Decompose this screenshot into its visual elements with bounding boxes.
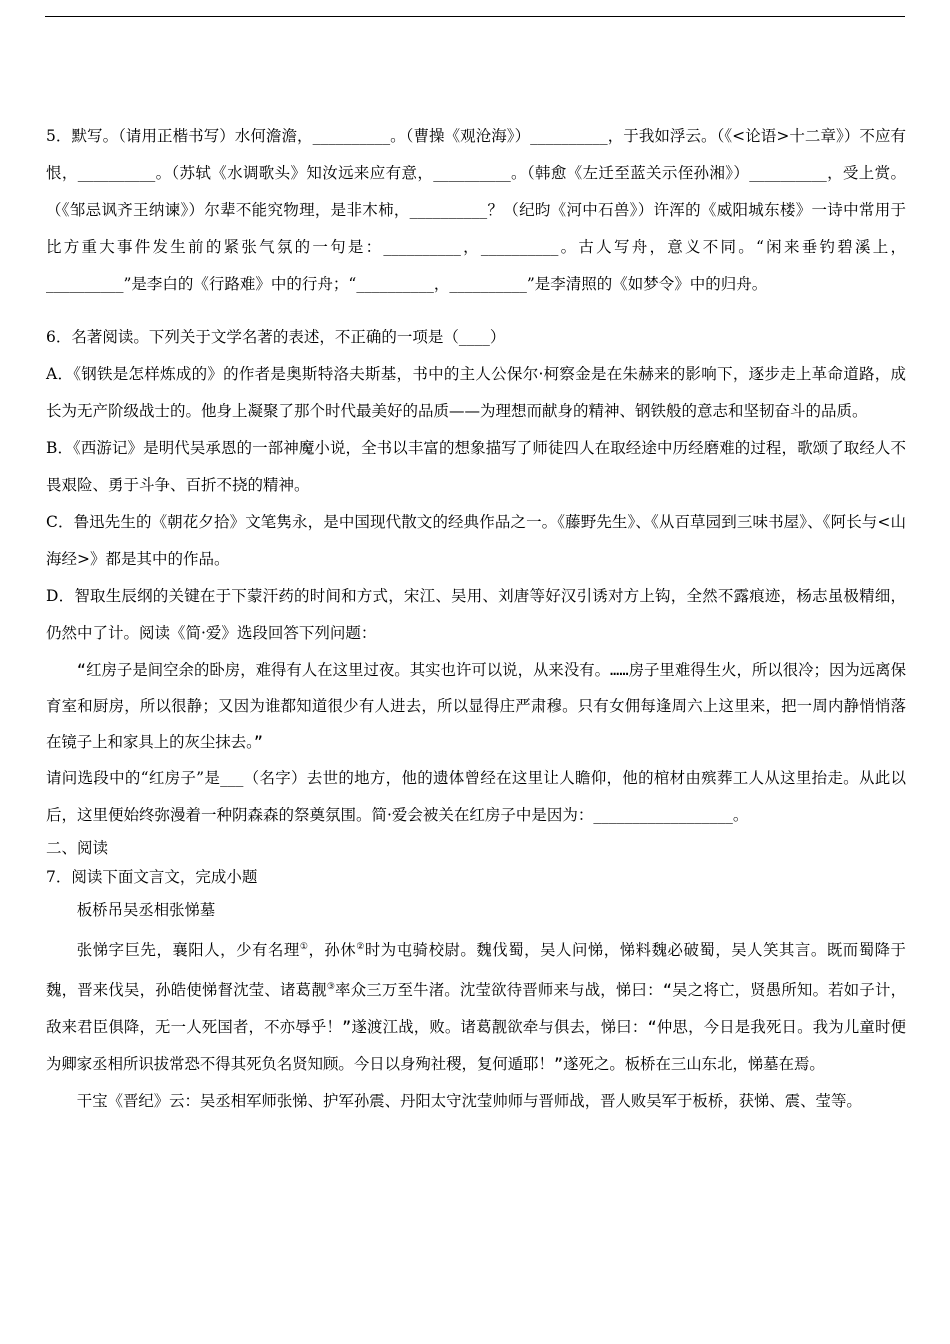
footnote-marker: ③ [326, 982, 336, 993]
question-5: 5．默写。（请用正楷书写）水何澹澹，__________。（曹操《观沧海》）__________，于我如浮云。（《<论语>十二章》）不应有恨，__________。（苏轼《水调歌头》知汝远来应有意，__________。（韩愈《左迁至蓝关示侄孙湘》）__________，受上赏。（《邹忌讽齐王纳谏》）尔辈不能究物理，是非木柿，__________？（纪昀《河中石兽》）许浑的《威阳城东楼》一诗中常用于比方重大事件发生前的紧张气氛的一句是：__________，__________。古人写舟，意义不同。“闲来垂钓碧溪上，__________”是李白的《行路难》中的行舟；“__________，__________”是李清照的《如梦令》中的归舟。 [46, 127, 906, 293]
passage-text: 张悌字巨先，襄阳人，少有名理 [76, 941, 300, 960]
passage-title: 板桥吊吴丞相张悌墓 [76, 901, 216, 919]
footnote-marker: ② [356, 942, 365, 952]
footnote-marker: ① [299, 942, 309, 952]
option-d: D．智取生辰纲的关键在于下蒙汗药的时间和方式，宋江、吴用、刘唐等好汉引诱对方上钩，全然不露痕迹，杨志虽极精细，仍然中了计。阅读《简·爱》选段回答下列问题： [46, 587, 906, 642]
jane-eyre-excerpt: “红房子是间空余的卧房，难得有人在这里过夜。其实也许可以说，从来没有。……房子里难得生火，所以很冷；因为远离保育室和厨房，所以很静；又因为谁都知道很少有人进去，所以显得庄严肃穆。只有女佣每逢周六上这里来，把一周内静悄悄落在镜子上和家具上的灰尘抹去。” [46, 661, 906, 751]
exam-page [46, 118, 906, 1120]
option-c: C．鲁迅先生的《朝花夕拾》文笔隽永，是中国现代散文的经典作品之一。《藤野先生》、《从百草园到三味书屋》、《阿长与<山海经>》都是其中的作品。 [46, 513, 906, 568]
section-heading: 二、阅读 [46, 839, 109, 857]
question-7-stem: 7．阅读下面文言文，完成小题 [46, 868, 258, 886]
header-rule [45, 16, 905, 17]
passage-paragraph-2: 干宝《晋纪》云：吴丞相军师张悌、护军孙震、丹阳太守沈莹帅师与晋师战，晋人败吴军于板桥，获悌、震、莹等。 [76, 1092, 862, 1111]
question-6-stem: 6．名著阅读。下列关于文学名著的表述，不正确的一项是（____） [46, 328, 506, 346]
option-b: B．《西游记》是明代吴承恩的一部神魔小说，全书以丰富的想象描写了师徒四人在取经途中历经磨难的过程，歌颂了取经人不畏艰险、勇于斗争、百折不挠的精神。 [46, 439, 906, 494]
passage-text: ，孙休 [308, 941, 357, 960]
passage-paragraph-1 [46, 929, 906, 1083]
passage-text: 率众三万至牛渚。沈莹欲待晋师来与战，悌曰：“吴之将亡，贤愚所知。若如子计，敌来君臣俱降，无一人死国者，不亦辱乎！”遂渡江战，败。诸葛靓欲牵与俱去，悌曰：“仲思，今日是我死日。我为儿童时便为卿家丞相所识拔常恐不得其死负名贤知顾。今日以身殉社稷，复何遁耶！”遂死之。板桥在三山东北，悌墓在焉。 [46, 981, 906, 1074]
question-6-followup: 请问选段中的“红房子”是___（名字）去世的地方，他的遗体曾经在这里让人瞻仰，他的棺材由殡葬工人从这里抬走。从此以后，这里便始终弥漫着一种阴森森的祭奠氛围。简·爱会被关在红房子中是因为：__________________。 [46, 769, 906, 824]
option-a: A．《钢铁是怎样炼成的》的作者是奥斯特洛夫斯基，书中的主人公保尔·柯察金是在朱赫来的影响下，逐步走上革命道路，成长为无产阶级战士的。他身上凝聚了那个时代最美好的品质——为理想而献身的精神、钢铁般的意志和坚韧奋斗的品质。 [46, 365, 906, 420]
passage-text: 时为屯骑校尉。魏伐蜀，吴人问悌，悌料魏必破蜀，吴人笑其言。既而蜀降于魏，晋来伐吴，孙皓使悌督沈莹、诸葛靓 [46, 941, 906, 1000]
